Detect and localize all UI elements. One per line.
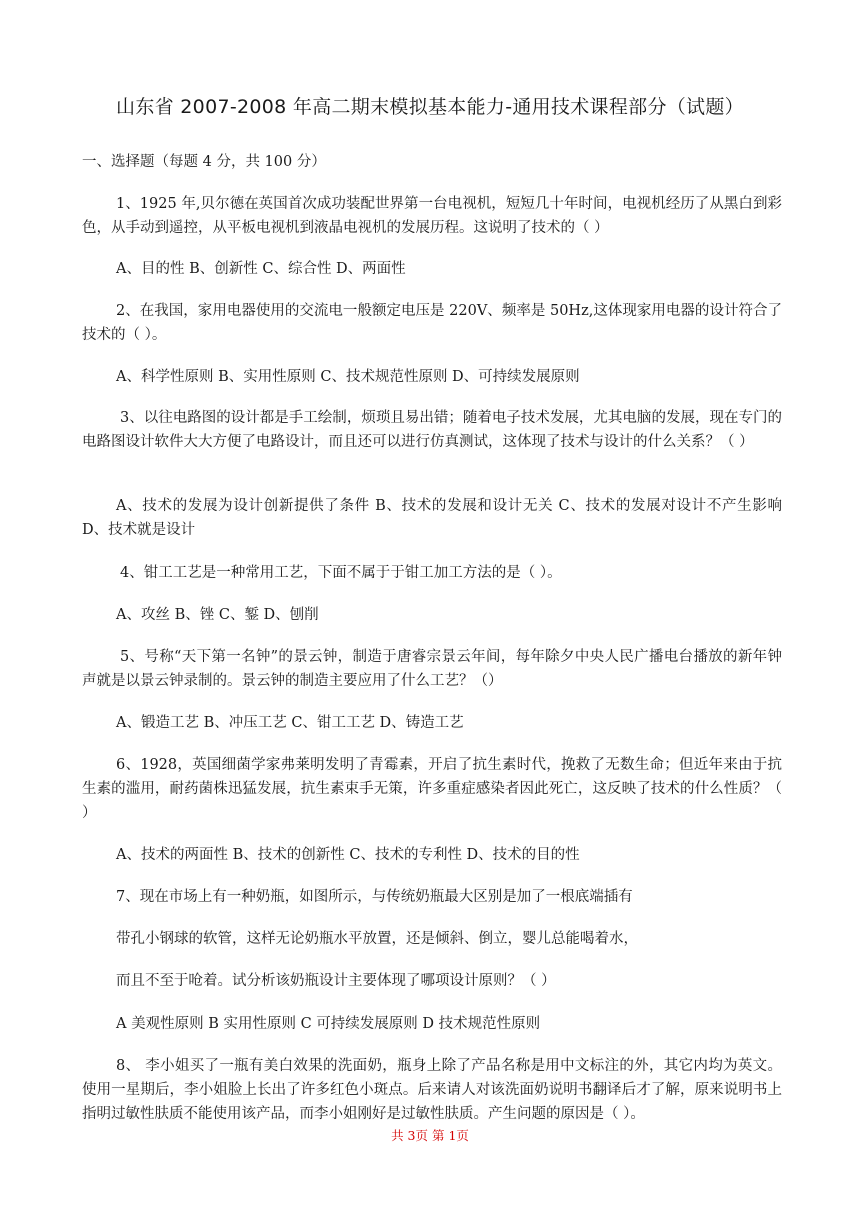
question-7-stem-line-1: 7、现在市场上有一种奶瓶，如图所示，与传统奶瓶最大区别是加了一根底端插有	[116, 889, 633, 905]
section-heading: 一、选择题（每题 4 分，共 100 分）	[82, 154, 326, 170]
question-7-options: A 美观性原则 B 实用性原则 C 可持续发展原则 D 技术规范性原则	[116, 1016, 541, 1032]
question-5-stem: 5、号称“天下第一名钟”的景云钟，制造于唐睿宗景云年间，每年除夕中央人民广播电台播放的新年钟声就是以景云钟录制的。景云钟的制造主要应用了什么工艺？（）	[82, 649, 782, 689]
page-title: 山东省 2007-2008 年高二期末模拟基本能力-通用技术课程部分（试题）	[116, 96, 744, 118]
question-5-options: A、锻造工艺 B、冲压工艺 C、钳工工艺 D、铸造工艺	[116, 715, 464, 731]
question-1-options: A、目的性 B、创新性 C、综合性 D、两面性	[116, 261, 406, 277]
page-footer: 共 3页 第 1页	[391, 1128, 469, 1143]
question-4-stem: 4、钳工工艺是一种常用工艺，下面不属于于钳工加工方法的是（ ）。	[120, 565, 562, 581]
question-7-stem-line-3: 而且不至于呛着。试分析该奶瓶设计主要体现了哪项设计原则？（ ）	[116, 973, 556, 989]
question-3-options: A、技术的发展为设计创新提供了条件 B、技术的发展和设计无关 C、技术的发展对设计不产生影响 D、技术就是设计	[82, 498, 782, 538]
question-1-stem: 1、1925 年,贝尔德在英国首次成功装配世界第一台电视机，短短几十年时间，电视机经历了从黑白到彩色，从手动到遥控，从平板电视机到液晶电视机的发展历程。这说明了技术的（ ）	[82, 196, 782, 236]
question-7-stem-line-2: 带孔小钢球的软管，这样无论奶瓶水平放置，还是倾斜、倒立，婴儿总能喝着水，	[116, 931, 638, 947]
question-4-options: A、攻丝 B、锉 C、錾 D、刨削	[116, 607, 319, 623]
question-8-stem: 8、 李小姐买了一瓶有美白效果的洗面奶，瓶身上除了产品名称是用中文标注的外，其它内均为英文。使用一星期后，李小姐脸上长出了许多红色小斑点。后来请人对该洗面奶说明书翻译后才了解，原来说明书上指明过敏性肤质不能使用该产品，而李小姐刚好是过敏性肤质。产生问题的原因是（ ）。	[82, 1058, 782, 1122]
question-2-stem: 2、在我国，家用电器使用的交流电一般额定电压是 220V、频率是 50Hz,这体现家用电器的设计符合了技术的（ ）。	[82, 303, 782, 343]
question-6-stem: 6、1928，英国细菌学家弗莱明发明了青霉素，开启了抗生素时代，挽救了无数生命；但近年来由于抗生素的滥用，耐药菌株迅猛发展，抗生素束手无策，许多重症感染者因此死亡，这反映了技术的什么性质？（ ）	[82, 757, 782, 821]
question-6-options: A、技术的两面性 B、技术的创新性 C、技术的专利性 D、技术的目的性	[116, 847, 580, 863]
question-3-stem: 3、以往电路图的设计都是手工绘制，烦琐且易出错；随着电子技术发展，尤其电脑的发展，现在专门的电路图设计软件大大方便了电路设计，而且还可以进行仿真测试，这体现了技术与设计的什么关系？（ ）	[82, 410, 782, 450]
question-2-options: A、科学性原则 B、实用性原则 C、技术规范性原则 D、可持续发展原则	[116, 369, 580, 385]
